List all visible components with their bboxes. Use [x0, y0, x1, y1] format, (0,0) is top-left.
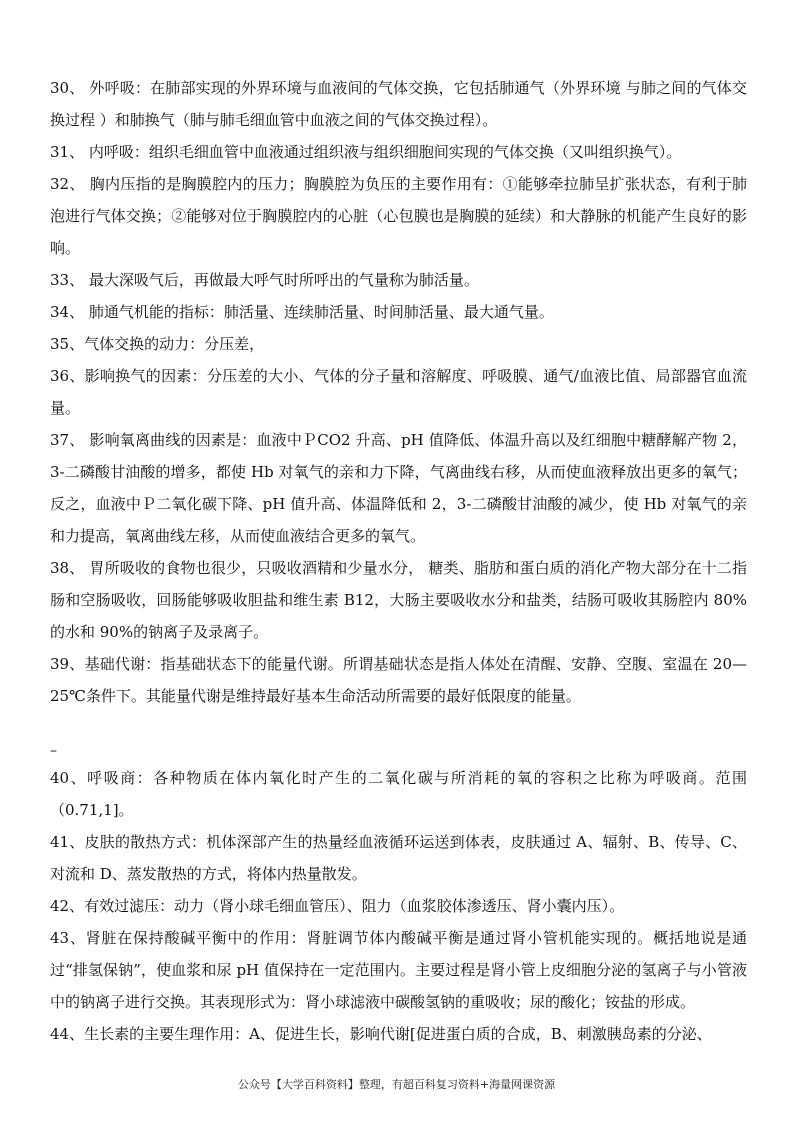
paragraph-35: 35、气体交换的动力：分压差，	[50, 335, 265, 353]
paragraph-34: 34、 肺通气机能的指标：肺活量、连续肺活量、时间肺活量、最大通气量。	[50, 303, 554, 321]
paragraph-41: 41、皮肤的散热方式：机体深部产生的热量经血液循环运送到体表，皮肤通过 A、辐射、B、传导、C、对流和 D、蒸发散热的方式，将体内热量散发。	[50, 833, 747, 883]
paragraph-38: 38、 胃所吸收的食物也很少，只吸收酒精和少量水分， 糖类、脂肪和蛋白质的消化产物大部分在十二指肠和空肠吸收，回肠能够吸收胆盐和维生素 B12，大肠主要吸收水分和盐类，结肠可吸收其肠腔内 80%的水和 90%的钠离子及录离子。	[50, 559, 747, 641]
paragraph-42: 42、有效过滤压：动力（肾小球毛细血管压）、阻力（血浆胶体渗透压、肾小囊内压）。	[50, 897, 625, 915]
paragraph-40: 40、呼吸商：各种物质在体内氧化时产生的二氧化碳与所消耗的氧的容积之比称为呼吸商。范围（0.71,1]。	[50, 769, 747, 819]
paragraph-39: 39、基础代谢：指基础状态下的能量代谢。所谓基础状态是指人体处在清醒、安静、空腹、室温在 20—25℃条件下。其能量代谢是维持最好基本生命活动所需要的最好低限度的能量。	[50, 655, 747, 705]
paragraph-31: 31、 内呼吸：组织毛细血管中血液通过组织液与组织细胞间实现的气体交换（又叫组织换气）。	[50, 143, 682, 161]
paragraph-30: 30、 外呼吸：在肺部实现的外界环境与血液间的气体交换，它包括肺通气（外界环境 与肺之间的气体交换过程 ）和肺换气（肺与肺毛细血管中血液之间的气体交换过程）。	[50, 79, 747, 129]
paragraph-36: 36、影响换气的因素：分压差的大小、气体的分子量和溶解度、呼吸膜、通气/血液比值、局部器官血流量。	[50, 367, 747, 417]
paragraph-33: 33、 最大深吸气后，再做最大呼气时所呼出的气量称为肺活量。	[50, 271, 479, 289]
separator-dash: –	[50, 743, 57, 759]
paragraph-32: 32、 胸内压指的是胸膜腔内的压力；胸膜腔为负压的主要作用有：①能够牵拉肺呈扩张状态，有利于肺泡进行气体交换；②能够对位于胸膜腔内的心脏（心包膜也是胸膜的延续）和大静脉的机能产生良好的影响。	[50, 175, 747, 257]
paragraph-44: 44、生长素的主要生理作用：A、促进生长，影响代谢[促进蛋白质的合成，B、刺激胰岛素的分泌、	[50, 1025, 712, 1043]
paragraph-37: 37、 影响氧离曲线的因素是：血液中ＰCO2 升高、pH 值降低、体温升高以及红细胞中糖酵解产物 2，3-二磷酸甘油酸的增多，都使 Hb 对氧气的亲和力下降，气离曲线右移，从而使血液释放出更多的氧气；反之，血液中Ｐ二氧化碳下降、pH 值升高、体温降低和 2，3-二磷酸甘油酸的减少，使 Hb 对氧气的亲和力提高，氧离曲线左移，从而使血液结合更多的氧气。	[50, 431, 747, 545]
paragraph-43: 43、肾脏在保持酸碱平衡中的作用：肾脏调节体内酸碱平衡是通过肾小管机能实现的。概括地说是通过“排氢保钠”，使血浆和尿 pH 值保持在一定范围内。主要过程是肾小管上皮细胞分泌的氢离子与小管液中的钠离子进行交换。其表现形式为：肾小球滤液中碳酸氢钠的重吸收；尿的酸化；铵盐的形成。	[50, 929, 747, 1011]
page-footer: 公众号【大学百科资料】整理，有超百科复习资料+海量网课资源	[237, 1078, 556, 1091]
document-body	[50, 72, 747, 1050]
